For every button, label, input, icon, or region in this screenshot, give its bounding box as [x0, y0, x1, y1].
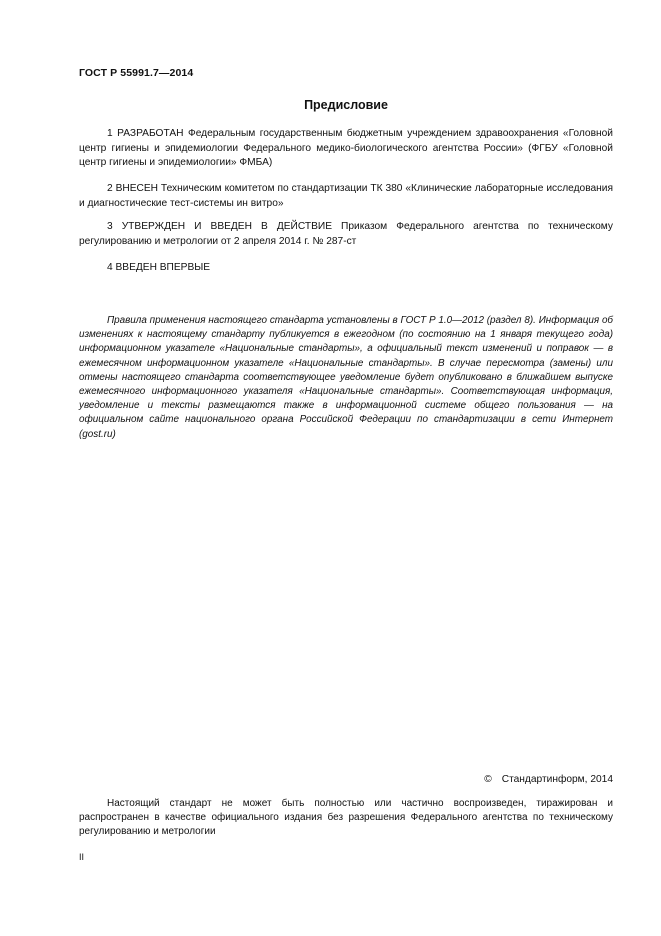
- application-rules-notice: Правила применения настоящего стандарта установлены в ГОСТ Р 1.0—2012 (раздел 8). Информация об изменениях к настоящему стандарту публикуется в ежегодном (по состоянию на 1 января текущего года) информационном указателе «Национальные стандарты», а официальный текст изменений и поправок — в ежемесячном информационном указателе «Национальные стандарты». В случае пересмотра (замены) или отмены настоящего стандарта соответствующее уведомление будет опубликовано в ближайшем выпуске ежемесячного информационного указателя «Национальные стандарты». Соответствующая информация, уведомление и тексты размещаются также в информационной системе общего пользования — на официальном сайте национального органа Российской Федерации по стандартизации в сети Интернет (gost.ru): [79, 315, 613, 440]
- paragraph-first-introduced: 4 ВВЕДЕН ВПЕРВЫЕ: [107, 262, 211, 273]
- paragraph-introduced-by: 2 ВНЕСЕН Техническим комитетом по стандартизации ТК 380 «Клинические лабораторные исследования и диагностические тест-системы ин витро»: [79, 183, 613, 209]
- copyright-line: [484, 774, 613, 785]
- copyright-symbol: ©: [484, 774, 492, 785]
- page-title: Предисловие: [304, 98, 388, 112]
- paragraph-approved: 3 УТВЕРЖДЕН И ВВЕДЕН В ДЕЙСТВИЕ Приказом Федерального агентства по техническому регулированию и метрологии от 2 апреля 2014 г. № 287-ст: [79, 221, 613, 247]
- page-number: II: [79, 852, 85, 862]
- paragraph-developed-by: 1 РАЗРАБОТАН Федеральным государственным бюджетным учреждением здравоохранения «Головной центр гигиены и эпидемиологии Федерального медико-биологического агентства России» (ФГБУ «Головной центр гигиены и эпидемиологии» ФМБА): [79, 128, 613, 168]
- standard-code: ГОСТ Р 55991.7—2014: [79, 67, 194, 79]
- reproduction-notice: Настоящий стандарт не может быть полностью или частично воспроизведен, тиражирован и распространен в качестве официального издания без разрешения Федерального агентства по техническому регулированию и метрологии: [79, 798, 613, 838]
- copyright-text: Стандартинформ, 2014: [501, 774, 613, 785]
